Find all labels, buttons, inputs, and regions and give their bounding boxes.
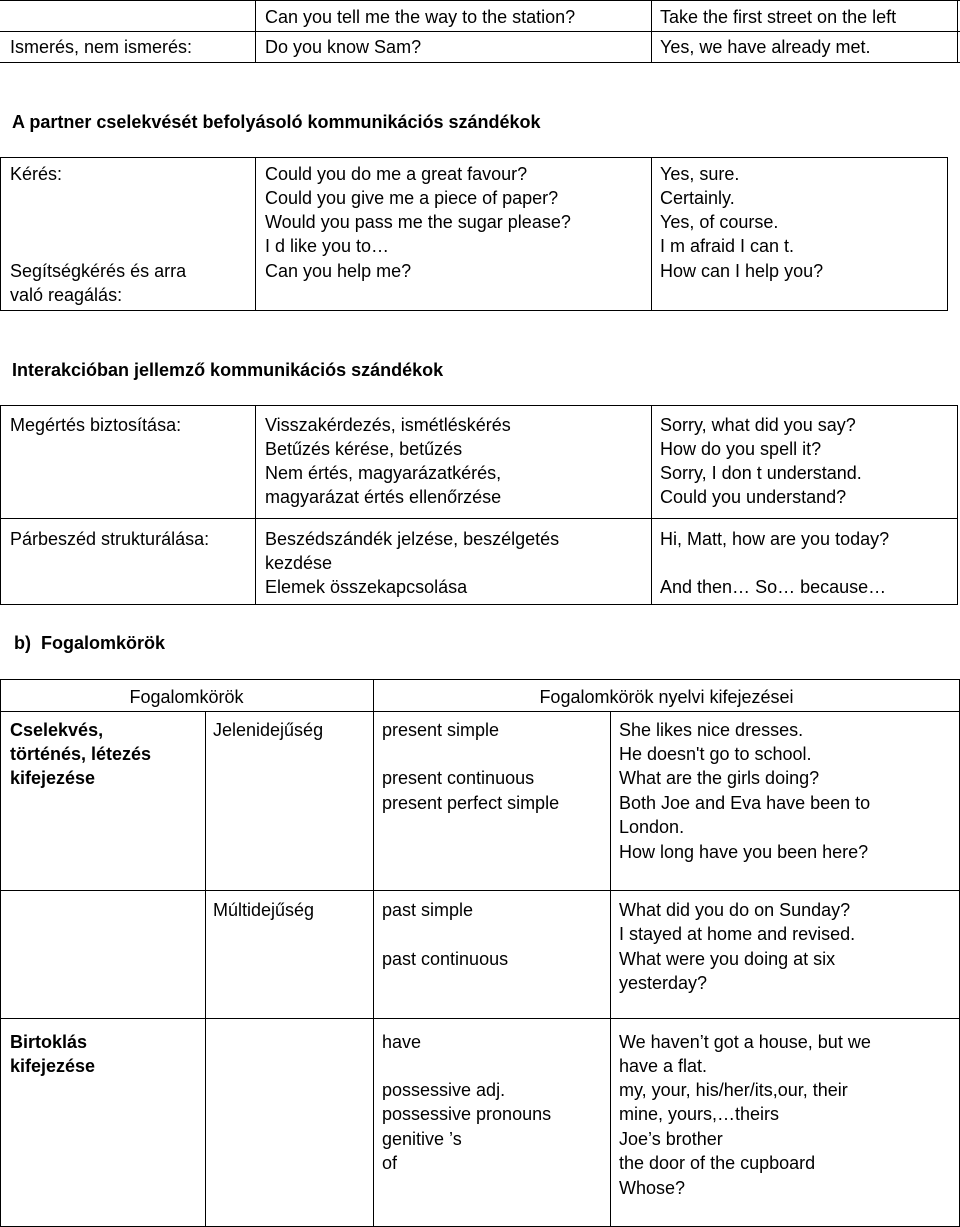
table-border <box>651 157 652 310</box>
table-border <box>255 157 256 310</box>
example-text: Would you pass me the sugar please? <box>265 212 571 232</box>
example-text: Can you help me? <box>265 261 412 281</box>
row-label: Segítségkérés és arra <box>10 261 187 281</box>
example-text: I d like you to… <box>265 236 390 256</box>
grammar-form: present simple <box>382 720 500 740</box>
table-border <box>0 31 960 32</box>
table-border <box>205 711 206 1227</box>
example-sentence: I stayed at home and revised. <box>619 924 856 944</box>
table-border <box>0 679 960 680</box>
table-border <box>957 405 958 604</box>
table-border <box>957 0 958 62</box>
table-border <box>0 1018 960 1019</box>
response-text: Yes, we have already met. <box>660 37 871 57</box>
response-text: I m afraid I can t. <box>660 236 795 256</box>
table-border <box>651 0 652 62</box>
row-label: Kérés: <box>10 164 63 184</box>
example-sentence: Whose? <box>619 1178 686 1198</box>
response-text: Certainly. <box>660 188 735 208</box>
table-border <box>0 679 1 1227</box>
row-label: való reagálás: <box>10 285 123 305</box>
section-heading: A partner cselekvését befolyásoló kommunikációs szándékok <box>12 112 541 132</box>
grammar-form: have <box>382 1032 422 1052</box>
response-text: Could you understand? <box>660 487 847 507</box>
response-text: Sorry, I don t understand. <box>660 463 862 483</box>
subcategory-label: Jelenidejűség <box>213 720 324 740</box>
description-text: Beszédszándék jelzése, beszélgetés <box>265 529 560 549</box>
example-sentence: What are the girls doing? <box>619 768 820 788</box>
grammar-form: present continuous <box>382 768 535 788</box>
response-text: How do you spell it? <box>660 439 822 459</box>
example-sentence: What were you doing at six <box>619 949 836 969</box>
grammar-form: past simple <box>382 900 474 920</box>
description-text: Betűzés kérése, betűzés <box>265 439 463 459</box>
category-label: kifejezése <box>10 1056 96 1076</box>
example-sentence: my, your, his/her/its,our, their <box>619 1080 848 1100</box>
example-text: Do you know Sam? <box>265 37 422 57</box>
description-text: Visszakérdezés, ismétléskérés <box>265 415 511 435</box>
table-border <box>651 405 652 604</box>
example-text: Could you do me a great favour? <box>265 164 528 184</box>
table-border <box>0 518 958 519</box>
example-sentence: He doesn't go to school. <box>619 744 812 764</box>
grammar-form: genitive ’s <box>382 1129 462 1149</box>
table-border <box>373 679 374 1227</box>
row-label: Ismerés, nem ismerés: <box>10 37 193 57</box>
grammar-form: present perfect simple <box>382 793 560 813</box>
response-text: Hi, Matt, how are you today? <box>660 529 890 549</box>
description-text: Elemek összekapcsolása <box>265 577 468 597</box>
response-text: Sorry, what did you say? <box>660 415 856 435</box>
example-sentence: We haven’t got a house, but we <box>619 1032 871 1052</box>
example-sentence: Joe’s brother <box>619 1129 723 1149</box>
subcategory-label: Múltidejűség <box>213 900 315 920</box>
table-border <box>0 0 960 1</box>
grammar-form: possessive pronouns <box>382 1104 552 1124</box>
response-text: How can I help you? <box>660 261 824 281</box>
row-label: Megértés biztosítása: <box>10 415 182 435</box>
column-header: Fogalomkörök <box>129 687 244 707</box>
category-label: Cselekvés, <box>10 720 104 740</box>
example-sentence: Both Joe and Eva have been to <box>619 793 871 813</box>
table-border <box>0 711 960 712</box>
description-text: magyarázat értés ellenőrzése <box>265 487 502 507</box>
example-sentence: have a flat. <box>619 1056 708 1076</box>
example-text: Could you give me a piece of paper? <box>265 188 559 208</box>
grammar-form: of <box>382 1153 398 1173</box>
table-border <box>255 405 256 604</box>
row-label: Párbeszéd strukturálása: <box>10 529 210 549</box>
table-border <box>0 890 960 891</box>
example-text: Can you tell me the way to the station? <box>265 7 576 27</box>
table-border <box>610 711 611 1227</box>
category-label: Birtoklás <box>10 1032 88 1052</box>
example-sentence: yesterday? <box>619 973 708 993</box>
response-text: And then… So… because… <box>660 577 887 597</box>
example-sentence: What did you do on Sunday? <box>619 900 851 920</box>
category-label: történés, létezés <box>10 744 152 764</box>
table-border <box>0 157 948 158</box>
section-heading: Interakcióban jellemző kommunikációs szándékok <box>12 360 444 380</box>
example-sentence: London. <box>619 817 685 837</box>
example-sentence: the door of the cupboard <box>619 1153 816 1173</box>
column-header: Fogalomkörök nyelvi kifejezései <box>539 687 794 707</box>
response-text: Yes, of course. <box>660 212 779 232</box>
table-border <box>947 157 948 310</box>
description-text: kezdése <box>265 553 333 573</box>
table-border <box>0 405 958 406</box>
grammar-form: past continuous <box>382 949 509 969</box>
table-border <box>0 604 958 605</box>
response-text: Take the first street on the left <box>660 7 897 27</box>
example-sentence: mine, yours,…theirs <box>619 1104 780 1124</box>
table-border <box>255 0 256 62</box>
table-border <box>0 405 1 604</box>
table-border <box>0 62 960 63</box>
grammar-form: possessive adj. <box>382 1080 506 1100</box>
table-border <box>0 310 948 311</box>
category-label: kifejezése <box>10 768 96 788</box>
example-sentence: How long have you been here? <box>619 842 869 862</box>
example-sentence: She likes nice dresses. <box>619 720 804 740</box>
table-border <box>0 157 1 310</box>
section-heading: b) Fogalomkörök <box>14 633 166 653</box>
description-text: Nem értés, magyarázatkérés, <box>265 463 502 483</box>
response-text: Yes, sure. <box>660 164 740 184</box>
